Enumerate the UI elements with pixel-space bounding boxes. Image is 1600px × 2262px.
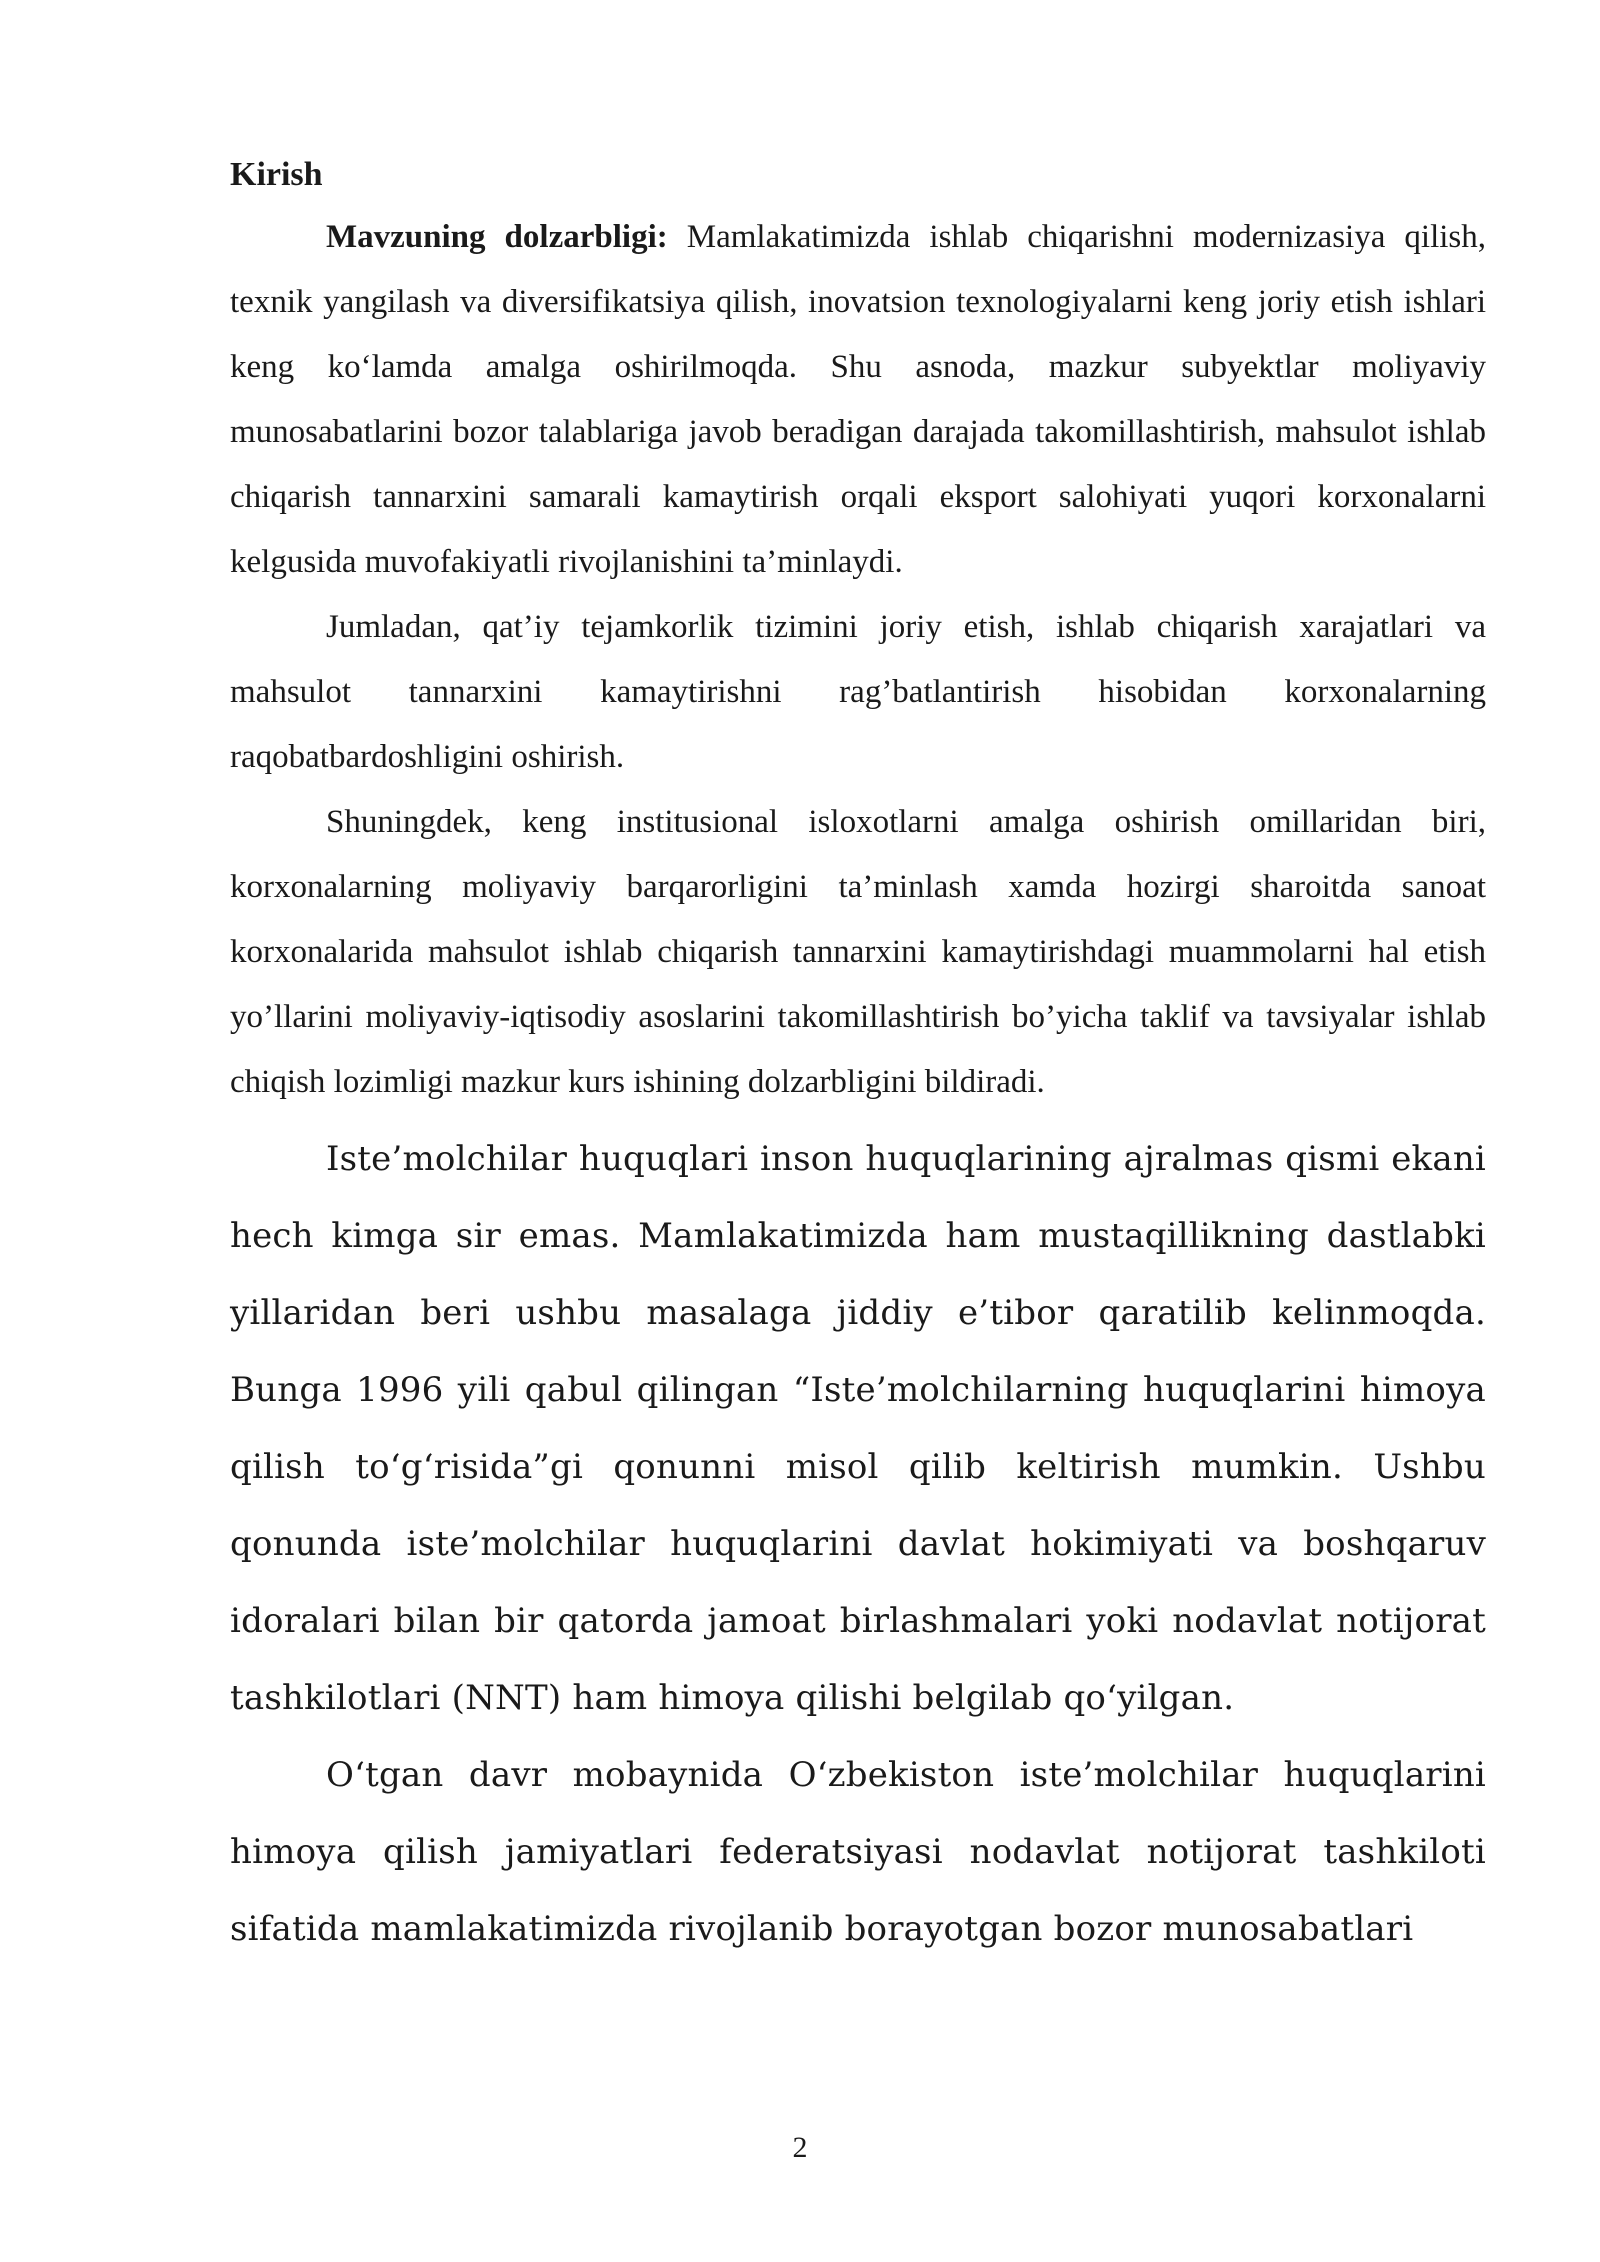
paragraph-text: Iste’molchilar huquqlari inson huquqlarining ajralmas qismi ekani hech kimga sir emas. Mamlakatimizda ham mustaqillikning dastlabki yillaridan beri ushbu masalaga jiddiy e’tibor qaratilib kelinmoqda. Bunga 1996 yili qabul qilingan “Iste’molchilarning huquqlarini himoya qilish to‘g‘risida”gi qonunni misol qilib keltirish mumkin. Ushbu qonunda iste’molchilar huquqlarini davlat hokimiyati va boshqaruv idoralari bilan bir qatorda jamoat birlashmalari yoki nodavlat notijorat tashkilotlari (NNT) ham himoya qilishi belgilab qo‘yilgan. [230,1139,1486,1718]
paragraph-relevance [230,205,1486,595]
document-page [230,145,1486,1968]
paragraph-text: Shuningdek, keng institusional isloxotlarni amalga oshirish omillaridan biri, korxonalarning moliyaviy barqarorligini ta’minlash xamda hozirgi sharoitda sanoat korxonalarida mahsulot ishlab chiqarish tannarxini kamaytirishdagi muammolarni hal etish yo’llarini moliyaviy-iqtisodiy asoslarini takomillashtirish bo’yicha taklif va tavsiyalar ishlab chiqish lozimligi mazkur kurs ishining dolzarbligini bildiradi. [230,804,1486,1100]
paragraph-text: Mamlakatimizda ishlab chiqarishni modernizasiya qilish, texnik yangilash va diversifikatsiya qilish, inovatsion texnologiyalarni keng joriy etish ishlari keng ko‘lamda amalga oshirilmoqda. Shu asnoda, mazkur subyektlar moliyaviy munosabatlarini bozor talablariga javob beradigan darajada takomillashtirish, mahsulot ishlab chiqarish tannarxini samarali kamaytirish orqali eksport salohiyati yuqori korxonalarni kelgusida muvofakiyatli rivojlanishini ta’minlaydi. [230,219,1486,580]
section-heading: Kirish [230,156,323,193]
page-number: 2 [792,2131,808,2164]
paragraph-lead: Mavzuning dolzarbligi: [326,219,668,255]
paragraph-text: Jumladan, qat’iy tejamkorlik tizimini joriy etish, ishlab chiqarish xarajatlari va mahsulot tannarxini kamaytirishni rag’batlantirish hisobidan korxonalarning raqobatbardoshligini oshirish. [230,609,1486,775]
paragraph-text: O‘tgan davr mobaynida O‘zbekiston iste’molchilar huquqlarini himoya qilish jamiyatlari federatsiyasi nodavlat notijorat tashkiloti sifatida mamlakatimizda rivojlanib borayotgan bozor munosabatlari [230,1755,1486,1949]
